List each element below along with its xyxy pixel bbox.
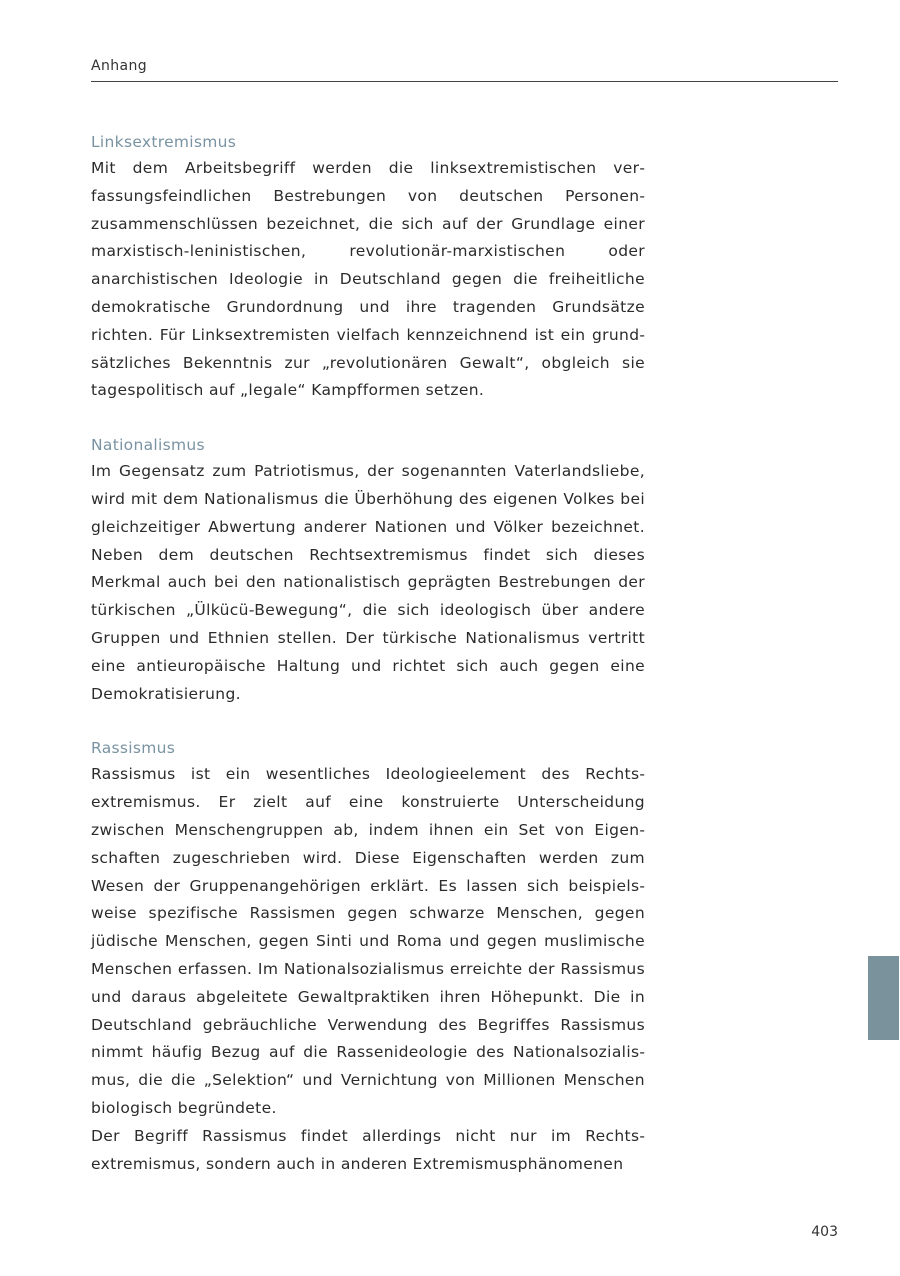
section-title: Nationalismus <box>91 436 205 455</box>
chapter-thumb-tab <box>868 956 899 1040</box>
section-rassismus <box>91 736 645 1178</box>
page-number: 403 <box>811 1224 838 1240</box>
section-paragraph: Mit dem Arbeitsbegriff werden die linksextremistischen verfassungsfeindlichen Bestrebungen von deutschen Personenzusammenschlüssen bezeichnet, die sich auf der Grundlage einer marxistisch-leninistischen, revolutionär-marxistischen oder anarchistischen Ideologie in Deutschland gegen die freiheitliche demokratische Grundordnung und ihre tragenden Grundsätze richten. Für Linksextremisten vielfach kennzeichnend ist ein grundsätzliches Bekenntnis zur „revolutionären Gewalt“, obgleich sie tagespolitisch auf „legale“ Kampfformen setzen. <box>91 159 645 400</box>
section-title: Linksextremismus <box>91 133 237 151</box>
section-paragraph: Im Gegensatz zum Patriotismus, der sogenannten Vaterlandsliebe, wird mit dem Nationalismus die Überhöhung des eigenen Volkes bei gleichzeitiger Abwertung anderer Nationen und Völker bezeichnet. Neben dem deutschen Rechtsextremismus findet sich dieses Merkmal auch bei den nationalistisch geprägten Bestrebungen der türkischen „Ülkücü-Bewegung“, die sich ideologisch über andere Gruppen und Ethnien stellen. Der türkische Nationalismus vertritt eine antieuropäische Haltung und richtet sich auch gegen eine Demokratisierung. <box>91 462 645 703</box>
section-paragraph: Rassismus ist ein wesentliches Ideologieelement des Rechtsextremismus. Er zielt auf eine konstruierte Unterscheidung zwischen Menschengruppen ab, indem ihnen ein Set von Eigenschaften zugeschrieben wird. Diese Eigenschaften werden zum Wesen der Gruppenangehörigen erklärt. Es lassen sich beispielsweise spezifische Rassismen gegen schwarze Menschen, gegen jüdische Menschen, gegen Sinti und Roma und gegen muslimische Menschen erfassen. Im Nationalsozialismus erreichte der Rassismus und daraus abgeleitete Gewaltpraktiken ihren Höhepunkt. Die in Deutschland gebräuchliche Verwendung des Begriffes Rassismus nimmt häufig Bezug auf die Rassenideologie des Nationalsozialismus, die die „Selektion“ und Vernichtung von Millionen Menschen biologisch begründete. <box>91 765 645 1117</box>
section-nationalismus <box>91 433 645 708</box>
page-content <box>91 130 645 1206</box>
header-rule <box>91 81 838 82</box>
running-head: Anhang <box>91 58 148 74</box>
section-paragraph: Der Begriff Rassismus findet allerdings nicht nur im Rechtsextremismus, sondern auch in anderen Extremismusphänomenen <box>91 1126 645 1173</box>
section-title: Rassismus <box>91 739 176 758</box>
section-linksextremismus <box>91 130 645 405</box>
